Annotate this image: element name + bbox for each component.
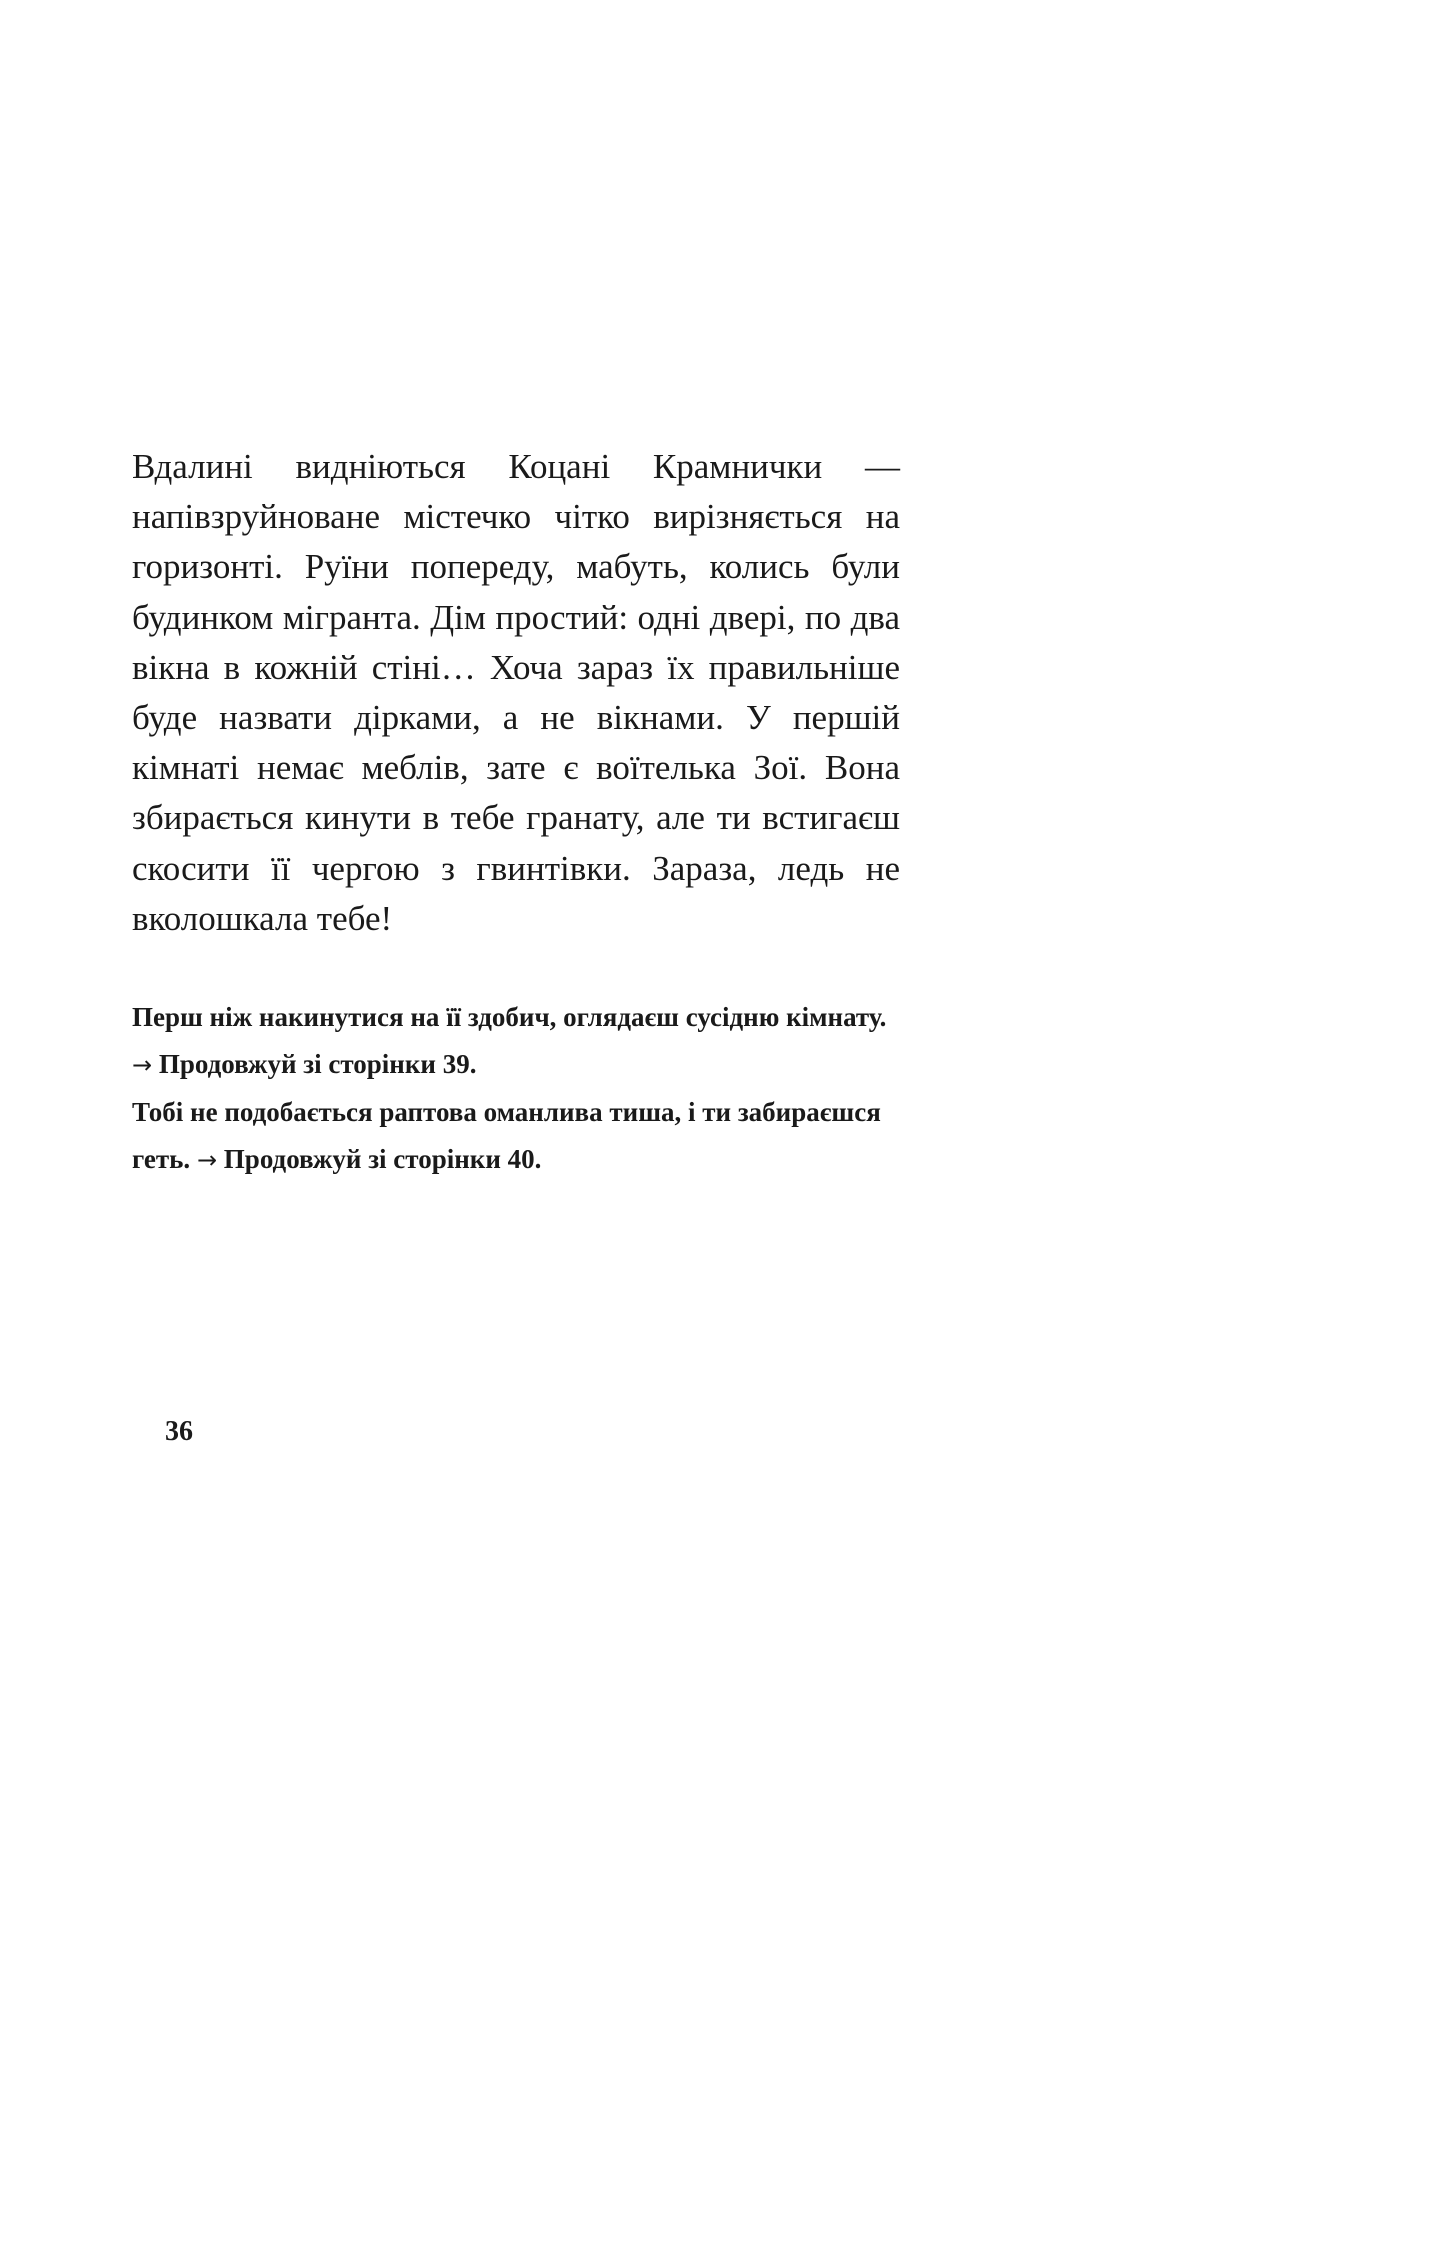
choice-2	[132, 1089, 900, 1184]
story-paragraph: Вдалині видніються Коцані Крамнички — напівзруйноване містечко чітко вирізняється на горизонті. Руїни попереду, мабуть, колись були будинком мігранта. Дім простий: одні двері, по два вікна в кожній стіні… Хоча зараз їх правильніше буде назвати дірками, а не вікнами. У першій кімнаті немає меблів, зате є воїтелька Зої. Вона збирається кинути в тебе гранату, але ти встигаєш скосити її чергою з гвинтівки. Зараза, ледь не вколошкала тебе!	[132, 447, 900, 938]
arrow-right-icon: →	[196, 1146, 218, 1174]
choice-2-goto: Продовжуй зі сторінки 40.	[223, 1144, 542, 1174]
choices-block	[132, 994, 900, 1184]
page-number: 36	[165, 1416, 193, 1447]
book-page	[0, 0, 1000, 1558]
choice-1-goto: Продовжуй зі сторінки 39.	[158, 1049, 477, 1079]
choice-1	[132, 994, 900, 1089]
choice-1-text: Перш ніж накинутися на її здобич, оглядаєш сусідню кімнату.	[132, 1002, 887, 1032]
arrow-right-icon: →	[132, 1051, 153, 1079]
choice-2-text: Тобі не подобається раптова оманлива тиша, і ти забираєшся геть.	[132, 1097, 881, 1174]
